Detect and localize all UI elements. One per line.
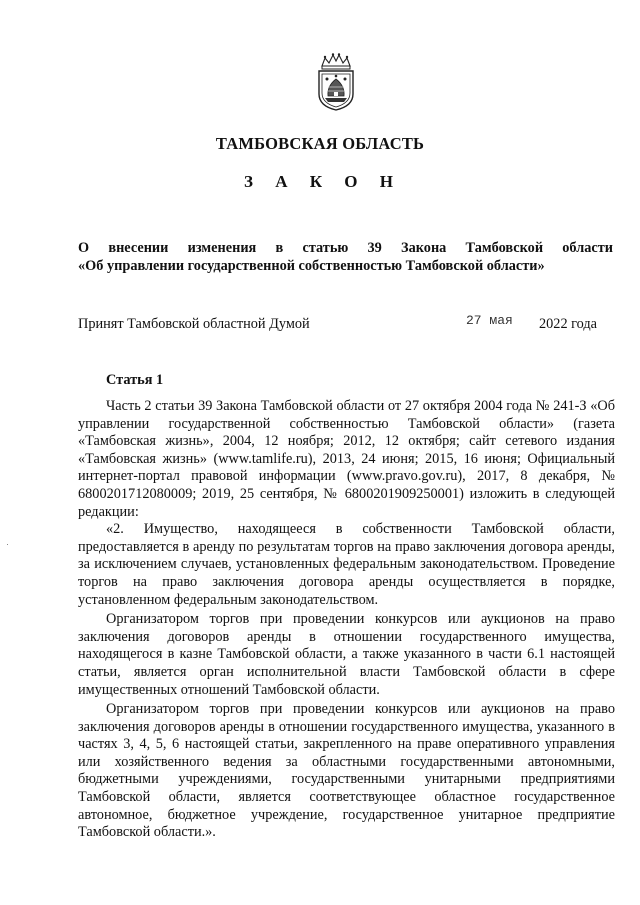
article-title: Статья 1	[106, 372, 164, 388]
document-type-heading: З А К О Н	[243, 172, 403, 191]
law-title-line-2: «Об управлении государственной собственностью Тамбовской области»	[78, 258, 545, 274]
region-heading: ТАМБОВСКАЯ ОБЛАСТЬ	[215, 134, 425, 153]
article-paragraph: Организатором торгов при проведении конкурсов или аукционов на право заключения договоров аренды в отношении государственного имущества, указанного в частях 3, 4, 5, 6 настоящей статьи, закрепленного на праве оперативного управления или хозяйственного ведения за областными государственными автономными, бюджетными учреждениями, государственными унитарными предприятиями Тамбовской области, является соответствующее областное государственное автономное, бюджетное учреждение, государственное унитарное предприятие Тамбовской области.».	[78, 701, 615, 841]
adoption-year: 2022 года	[539, 316, 598, 332]
tambov-coat-of-arms-icon	[314, 52, 358, 112]
law-title-line-1: О внесении изменения в статью 39 Закона Тамбовской области	[78, 240, 613, 256]
article-paragraph: «2. Имущество, находящееся в собственности Тамбовской области, предоставляется в аренду по результатам торгов на право заключения договора аренды, за исключением случаев, установленных федеральным законодательством. Проведение торгов на право заключения договора аренды осуществляется в порядке, установленном федеральным законодательством.	[78, 521, 615, 608]
article-paragraph: Организатором торгов при проведении конкурсов или аукционов на право заключения договоров аренды в отношении государственного имущества, находящегося в казне Тамбовской области, а также указанного в части 6.1 настоящей статьи, является орган исполнительной власти Тамбовской области в сфере имущественных отношений Тамбовской области.	[78, 611, 615, 698]
article-body	[78, 398, 615, 842]
adoption-date-stamp: 27 мая	[466, 313, 513, 328]
scan-artifact-dot	[7, 544, 8, 545]
law-title	[78, 239, 613, 275]
article-paragraph: Часть 2 статьи 39 Закона Тамбовской области от 27 октября 2004 года № 241-З «Об управлении государственной собственностью Тамбовской области» (газета «Тамбовская жизнь», 2004, 12 ноября; 2012, 12 октября; сайт сетевого издания «Тамбовская жизнь» (www.tamlife.ru), 2013, 24 июня; 2015, 16 июня; Официальный интернет-портал правовой информации (www.pravo.gov.ru), 2017, 8 декабря, № 6800201712080009; 2019, 25 сентября, № 6800201909250001) изложить в следующей редакции:	[78, 398, 615, 520]
adopted-by-text: Принят Тамбовской областной Думой	[78, 316, 310, 332]
